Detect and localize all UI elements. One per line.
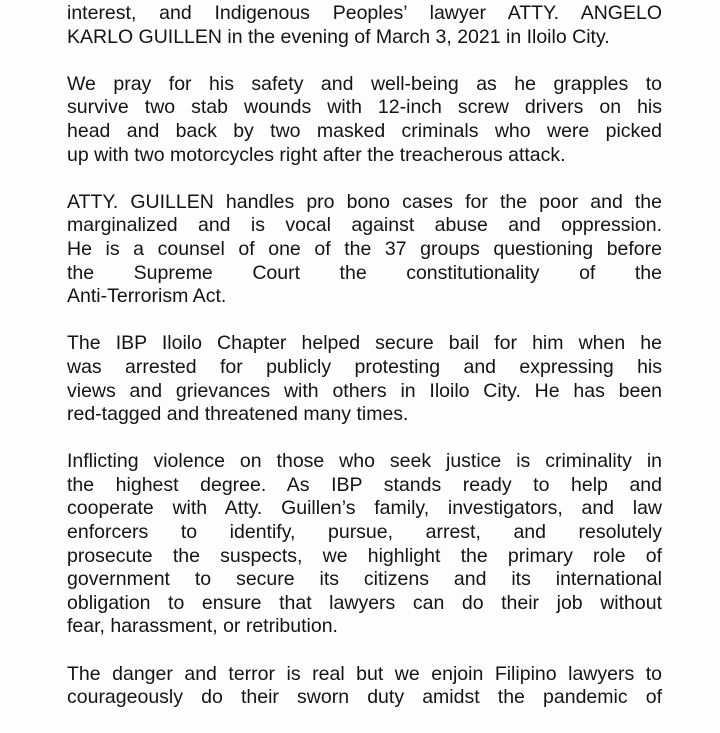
text-line: We pray for his safety and well-being as he grapples to bbox=[67, 72, 662, 95]
text-line: obligation to ensure that lawyers can do their job without bbox=[67, 591, 662, 614]
statement-document bbox=[67, 2, 662, 733]
text-line: prosecute the suspects, we highlight the primary role of bbox=[67, 544, 662, 567]
text-line: He is a counsel of one of the 37 groups questioning before bbox=[67, 237, 662, 260]
text-line: ATTY. GUILLEN handles pro bono cases for the poor and the bbox=[67, 190, 662, 213]
text-line: up with two motorcycles right after the treacherous attack. bbox=[67, 143, 566, 166]
text-line: cooperate with Atty. Guillen’s family, investigators, and law bbox=[67, 497, 662, 520]
text-line: Anti-Terrorism Act. bbox=[67, 285, 227, 308]
text-line: the Supreme Court the constitutionality of the bbox=[67, 261, 662, 284]
text-line: the highest degree. As IBP stands ready to help and bbox=[67, 473, 662, 496]
paragraph bbox=[67, 73, 662, 167]
text-line: Inflicting violence on those who seek justice is criminality in bbox=[67, 450, 662, 473]
text-line: fear, harassment, or retribution. bbox=[67, 615, 338, 638]
text-line: The IBP Iloilo Chapter helped secure bail for him when he bbox=[67, 332, 662, 355]
text-line: government to secure its citizens and its international bbox=[67, 568, 662, 591]
text-line: views and grievances with others in Iloilo City. He has been bbox=[67, 379, 662, 402]
paragraph bbox=[67, 191, 662, 309]
text-line: head and back by two masked criminals who were picked bbox=[67, 119, 662, 142]
text-line: red-tagged and threatened many times. bbox=[67, 403, 409, 426]
text-line: KARLO GUILLEN in the evening of March 3, 2021 in Iloilo City. bbox=[67, 25, 610, 48]
text-line: courageously do their sworn duty amidst the pandemic of bbox=[67, 686, 662, 709]
paragraph bbox=[67, 2, 662, 49]
text-line: marginalized and is vocal against abuse and oppression. bbox=[67, 214, 662, 237]
text-line: The danger and terror is real but we enjoin Filipino lawyers to bbox=[67, 662, 662, 685]
text-line: was arrested for publicly protesting and expressing his bbox=[67, 355, 662, 378]
text-line: interest, and Indigenous Peoples’ lawyer ATTY. ANGELO bbox=[67, 2, 662, 24]
paragraph bbox=[67, 332, 662, 426]
text-line: enforcers to identify, pursue, arrest, and resolutely bbox=[67, 521, 662, 544]
paragraph bbox=[67, 450, 662, 639]
paragraph bbox=[67, 663, 662, 710]
text-line: survive two stab wounds with 12-inch screw drivers on his bbox=[67, 96, 662, 119]
